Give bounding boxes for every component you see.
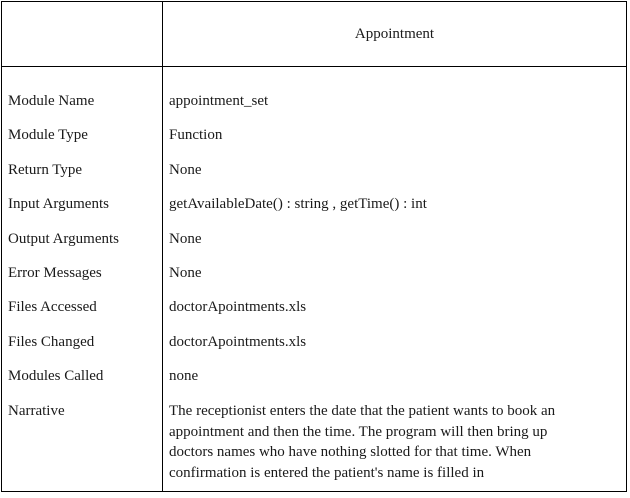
row-files-changed	[2, 325, 626, 359]
module-spec-table	[1, 1, 627, 492]
label-module-name: Module Name	[8, 93, 95, 109]
label-error-messages: Error Messages	[8, 265, 102, 281]
label-input-arguments: Input Arguments	[8, 196, 109, 212]
label-module-type: Module Type	[8, 127, 88, 143]
row-return-type	[2, 153, 626, 187]
label-return-type: Return Type	[8, 162, 83, 178]
label-narrative: Narrative	[8, 403, 65, 419]
row-error-messages	[2, 256, 626, 290]
table-header-title: Appointment	[354, 25, 435, 42]
value-modules-called: none	[169, 368, 199, 384]
row-input-arguments	[2, 187, 626, 221]
header-divider	[2, 66, 626, 67]
label-modules-called: Modules Called	[8, 368, 104, 384]
value-output-arguments: None	[169, 231, 202, 247]
label-output-arguments: Output Arguments	[8, 231, 119, 247]
value-module-type: Function	[169, 127, 223, 143]
row-modules-called	[2, 359, 626, 393]
label-files-changed: Files Changed	[8, 334, 95, 350]
row-files-accessed	[2, 290, 626, 324]
value-narrative: The receptionist enters the date that the patient wants to book an appointment and then the time. The program will then bring up doctors names who have nothing slotted for that time. When confirmation is entered the patient's name is filled in	[169, 403, 556, 481]
value-module-name: appointment_set	[169, 93, 269, 109]
value-files-accessed: doctorApointments.xls	[169, 299, 307, 315]
value-input-arguments: getAvailableDate() : string , getTime() : int	[169, 196, 427, 212]
row-module-type	[2, 118, 626, 152]
row-module-name	[2, 84, 626, 118]
value-files-changed: doctorApointments.xls	[169, 334, 307, 350]
row-output-arguments	[2, 222, 626, 256]
value-error-messages: None	[169, 265, 202, 281]
value-return-type: None	[169, 162, 202, 178]
label-files-accessed: Files Accessed	[8, 299, 97, 315]
